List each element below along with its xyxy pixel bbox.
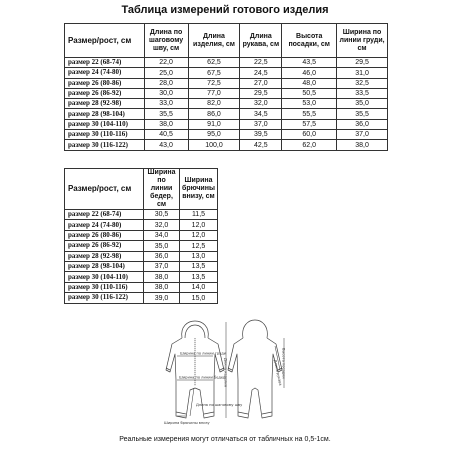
- page-title: Таблица измерений готового изделия: [121, 4, 329, 16]
- footnote: Реальные измерения могут отличаться от табличных на 0,5-1см.: [119, 436, 331, 443]
- size-cell: размер 30 (110-116): [65, 130, 145, 140]
- value-cell: 35,0: [337, 99, 388, 109]
- table-row: [65, 251, 218, 261]
- value-cell: 43,0: [144, 140, 188, 150]
- size-cell: размер 30 (116-122): [65, 140, 145, 150]
- size-cell: размер 26 (86-92): [65, 88, 145, 98]
- table-row: [65, 99, 388, 109]
- value-cell: 62,5: [188, 58, 240, 68]
- value-cell: 14,0: [179, 282, 217, 292]
- table-row: [65, 210, 218, 220]
- value-cell: 67,5: [188, 68, 240, 78]
- value-cell: 29,5: [337, 58, 388, 68]
- value-cell: 12,5: [179, 241, 217, 251]
- value-cell: 13,0: [179, 251, 217, 261]
- table-row: [65, 140, 388, 150]
- column-header: Размер/рост, см: [65, 169, 144, 210]
- value-cell: 60,0: [282, 130, 337, 140]
- column-header: Длина по шаговому шву, см: [144, 24, 188, 58]
- value-cell: 38,0: [144, 282, 180, 292]
- value-cell: 15,0: [179, 293, 217, 303]
- size-cell: размер 28 (92-98): [65, 99, 145, 109]
- value-cell: 37,0: [337, 130, 388, 140]
- value-cell: 39,0: [144, 293, 180, 303]
- value-cell: 77,0: [188, 88, 240, 98]
- value-cell: 12,0: [179, 220, 217, 230]
- size-cell: размер 26 (80-86): [65, 78, 145, 88]
- value-cell: 35,5: [337, 109, 388, 119]
- jumpsuit-measurement-diagram: [160, 318, 286, 430]
- size-cell: размер 24 (74-80): [65, 68, 145, 78]
- size-cell: размер 24 (74-80): [65, 220, 144, 230]
- value-cell: 34,0: [144, 230, 180, 240]
- value-cell: 27,0: [240, 78, 282, 88]
- table-row: [65, 78, 388, 88]
- value-cell: 39,5: [240, 130, 282, 140]
- column-header: Ширина по линии бедер, см: [144, 169, 180, 210]
- value-cell: 32,0: [144, 220, 180, 230]
- size-cell: размер 30 (104-110): [65, 272, 144, 282]
- value-cell: 35,5: [144, 109, 188, 119]
- value-cell: 38,0: [144, 119, 188, 129]
- value-cell: 38,0: [337, 140, 388, 150]
- value-cell: 11,5: [179, 210, 217, 220]
- inseam-line: [190, 388, 194, 416]
- value-cell: 22,0: [144, 58, 188, 68]
- value-cell: 33,5: [337, 88, 388, 98]
- sleeve-label: Длина рукава: [273, 359, 283, 386]
- table-row: [65, 109, 388, 119]
- value-cell: 13,5: [179, 272, 217, 282]
- table-row: [65, 58, 388, 68]
- value-cell: 95,0: [188, 130, 240, 140]
- table-row: [65, 220, 218, 230]
- size-cell: размер 22 (68-74): [65, 210, 144, 220]
- table-header-row: [65, 169, 218, 210]
- value-cell: 34,5: [240, 109, 282, 119]
- value-cell: 43,5: [282, 58, 337, 68]
- value-cell: 57,5: [282, 119, 337, 129]
- size-cell: размер 28 (98-104): [65, 109, 145, 119]
- value-cell: 72,5: [188, 78, 240, 88]
- value-cell: 86,0: [188, 109, 240, 119]
- value-cell: 29,5: [240, 88, 282, 98]
- value-cell: 30,0: [144, 88, 188, 98]
- chest-label: Ширина по линии груди: [180, 351, 227, 356]
- table-row: [65, 230, 218, 240]
- value-cell: 12,0: [179, 230, 217, 240]
- table-row: [65, 261, 218, 271]
- column-header: Ширина брючины внизу, см: [179, 169, 217, 210]
- value-cell: 53,0: [282, 99, 337, 109]
- value-cell: 91,0: [188, 119, 240, 129]
- value-cell: 40,5: [144, 130, 188, 140]
- column-header: Ширина по линии груди, см: [337, 24, 388, 58]
- size-cell: размер 30 (116-122): [65, 293, 144, 303]
- value-cell: 33,0: [144, 99, 188, 109]
- value-cell: 55,5: [282, 109, 337, 119]
- value-cell: 46,0: [282, 68, 337, 78]
- table-row: [65, 88, 388, 98]
- value-cell: 28,0: [144, 78, 188, 88]
- value-cell: 13,5: [179, 261, 217, 271]
- value-cell: 48,0: [282, 78, 337, 88]
- value-cell: 50,5: [282, 88, 337, 98]
- size-cell: размер 22 (68-74): [65, 58, 145, 68]
- size-cell: размер 28 (92-98): [65, 251, 144, 261]
- value-cell: 32,0: [240, 99, 282, 109]
- table-row: [65, 293, 218, 303]
- size-cell: размер 30 (104-110): [65, 119, 145, 129]
- value-cell: 36,0: [337, 119, 388, 129]
- column-header: Длина рукава, см: [240, 24, 282, 58]
- value-cell: 22,5: [240, 58, 282, 68]
- length-label: Длина изделия: [223, 358, 228, 387]
- size-cell: размер 26 (86-92): [65, 241, 144, 251]
- value-cell: 37,0: [144, 261, 180, 271]
- inseam-label: Длина по шаговому шву: [196, 403, 243, 407]
- value-cell: 30,5: [144, 210, 180, 220]
- size-cell: размер 26 (80-86): [65, 230, 144, 240]
- measurements-table-main: [64, 23, 388, 151]
- value-cell: 38,0: [144, 272, 180, 282]
- value-cell: 35,0: [144, 241, 180, 251]
- hips-label: Ширина по линии бедер: [179, 375, 226, 380]
- bottom-label: Ширина брючины внизу: [164, 421, 210, 425]
- value-cell: 62,0: [282, 140, 337, 150]
- table-row: [65, 282, 218, 292]
- table-row: [65, 130, 388, 140]
- column-header: Длина изделия, см: [188, 24, 240, 58]
- value-cell: 36,0: [144, 251, 180, 261]
- table-header-row: [65, 24, 388, 58]
- value-cell: 32,5: [337, 78, 388, 88]
- rise-label: Высота посадки: [281, 348, 286, 379]
- table-row: [65, 68, 388, 78]
- size-cell: размер 28 (98-104): [65, 261, 144, 271]
- value-cell: 24,5: [240, 68, 282, 78]
- measurements-table-legs: [64, 168, 218, 304]
- size-cell: размер 30 (110-116): [65, 282, 144, 292]
- value-cell: 31,0: [337, 68, 388, 78]
- table-row: [65, 119, 388, 129]
- column-header: Размер/рост, см: [65, 24, 145, 58]
- table-row: [65, 272, 218, 282]
- value-cell: 82,0: [188, 99, 240, 109]
- column-header: Высота посадки, см: [282, 24, 337, 58]
- value-cell: 37,0: [240, 119, 282, 129]
- value-cell: 25,0: [144, 68, 188, 78]
- value-cell: 100,0: [188, 140, 240, 150]
- table-row: [65, 241, 218, 251]
- value-cell: 42,5: [240, 140, 282, 150]
